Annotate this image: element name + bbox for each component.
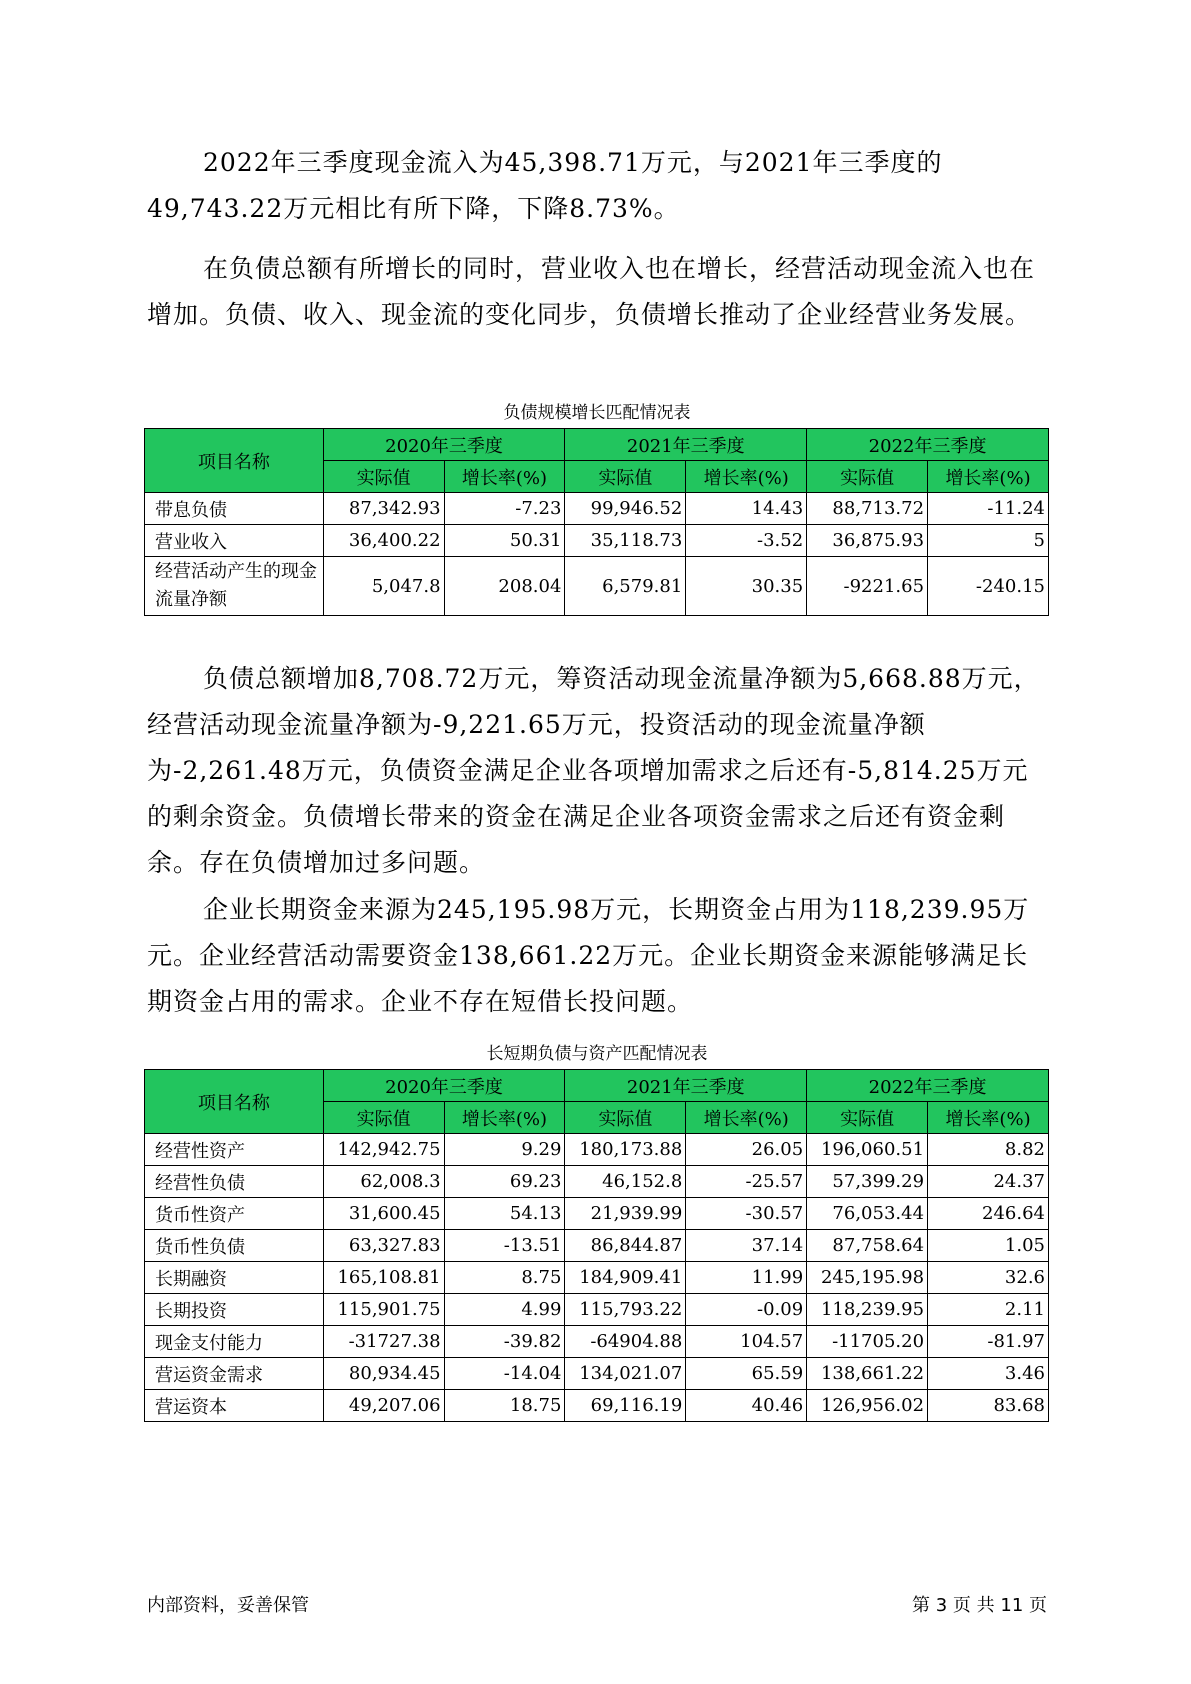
cell-growth-rate: 8.75: [444, 1262, 565, 1294]
cell-actual-value: 115,793.22: [565, 1294, 686, 1326]
table-row: [145, 557, 1049, 616]
header-period-2022: 2022年三季度: [807, 1070, 1049, 1102]
header-growth: 增长率(%): [686, 1102, 807, 1134]
cell-actual-value: -11705.20: [807, 1326, 928, 1358]
table-row: [145, 525, 1049, 557]
cell-actual-value: 99,946.52: [565, 493, 686, 525]
cell-growth-rate: 9.29: [444, 1134, 565, 1166]
header-actual: 实际值: [807, 461, 928, 493]
cell-growth-rate: 2.11: [928, 1294, 1049, 1326]
table-row: [145, 1390, 1049, 1422]
header-period-2022: 2022年三季度: [807, 429, 1049, 461]
cell-actual-value: 126,956.02: [807, 1390, 928, 1422]
cell-growth-rate: 24.37: [928, 1166, 1049, 1198]
header-item-name: 项目名称: [145, 1070, 324, 1134]
cell-actual-value: 245,195.98: [807, 1262, 928, 1294]
cell-actual-value: 115,901.75: [323, 1294, 444, 1326]
table-row: [145, 1198, 1049, 1230]
cell-growth-rate: -13.51: [444, 1230, 565, 1262]
cell-growth-rate: 69.23: [444, 1166, 565, 1198]
cell-actual-value: 36,875.93: [807, 525, 928, 557]
cell-actual-value: -64904.88: [565, 1326, 686, 1358]
table1-body: [145, 493, 1049, 616]
cell-growth-rate: -39.82: [444, 1326, 565, 1358]
cell-growth-rate: -25.57: [686, 1166, 807, 1198]
cell-actual-value: 57,399.29: [807, 1166, 928, 1198]
cell-actual-value: 76,053.44: [807, 1198, 928, 1230]
cell-actual-value: 196,060.51: [807, 1134, 928, 1166]
row-label: 货币性负债: [145, 1230, 324, 1262]
cell-growth-rate: 4.99: [444, 1294, 565, 1326]
header-item-name: 项目名称: [145, 429, 324, 493]
table-row: [145, 1358, 1049, 1390]
cell-growth-rate: 83.68: [928, 1390, 1049, 1422]
cell-growth-rate: 14.43: [686, 493, 807, 525]
cell-actual-value: 63,327.83: [323, 1230, 444, 1262]
cell-actual-value: 87,342.93: [323, 493, 444, 525]
header-period-2020: 2020年三季度: [323, 429, 565, 461]
row-label: 经营性资产: [145, 1134, 324, 1166]
header-period-2020: 2020年三季度: [323, 1070, 565, 1102]
paragraph-debt-growth: 在负债总额有所增长的同时，营业收入也在增长，经营活动现金流入也在增加。负债、收入、现金流的变化同步，负债增长推动了企业经营业务发展。: [147, 254, 1036, 329]
footer-confidential-note: 内部资料，妥善保管: [147, 1595, 309, 1616]
cell-actual-value: 180,173.88: [565, 1134, 686, 1166]
cell-growth-rate: -240.15: [928, 557, 1049, 616]
cell-growth-rate: 50.31: [444, 525, 565, 557]
cell-growth-rate: 5: [928, 525, 1049, 557]
cell-growth-rate: 208.04: [444, 557, 565, 616]
cell-actual-value: 80,934.45: [323, 1358, 444, 1390]
cell-actual-value: 62,008.3: [323, 1166, 444, 1198]
row-label: 经营活动产生的现金流量净额: [145, 557, 324, 616]
row-label: 货币性资产: [145, 1198, 324, 1230]
cell-growth-rate: 40.46: [686, 1390, 807, 1422]
header-period-2021: 2021年三季度: [565, 429, 807, 461]
cell-actual-value: 49,207.06: [323, 1390, 444, 1422]
cell-growth-rate: -11.24: [928, 493, 1049, 525]
header-growth: 增长率(%): [444, 1102, 565, 1134]
cell-growth-rate: -7.23: [444, 493, 565, 525]
cell-growth-rate: 3.46: [928, 1358, 1049, 1390]
paragraph-cash-inflow: 2022年三季度现金流入为45,398.71万元，与2021年三季度的49,743.22万元相比有所下降，下降8.73%。: [147, 148, 943, 223]
cell-actual-value: 88,713.72: [807, 493, 928, 525]
header-growth: 增长率(%): [928, 1102, 1049, 1134]
cell-growth-rate: -14.04: [444, 1358, 565, 1390]
cell-growth-rate: 32.6: [928, 1262, 1049, 1294]
cell-actual-value: 87,758.64: [807, 1230, 928, 1262]
row-label: 带息负债: [145, 493, 324, 525]
cell-growth-rate: 8.82: [928, 1134, 1049, 1166]
cell-growth-rate: 30.35: [686, 557, 807, 616]
long-short-match-table: [144, 1069, 1049, 1422]
cell-actual-value: 36,400.22: [323, 525, 444, 557]
cell-growth-rate: 104.57: [686, 1326, 807, 1358]
paragraph-debt-funding: 负债总额增加8,708.72万元，筹资活动现金流量净额为5,668.88万元，经营活动现金流量净额为-9,221.65万元，投资活动的现金流量净额为-2,261.48万元，负债资金满足企业各项增加需求之后还有-5,814.25万元的剩余资金。负债增长带来的资金在满足企业各项资金需求之后还有资金剩余。存在负债增加过多问题。: [147, 664, 1040, 877]
cell-actual-value: 118,239.95: [807, 1294, 928, 1326]
header-actual: 实际值: [565, 1102, 686, 1134]
table1-caption: 负债规模增长匹配情况表: [503, 403, 691, 423]
header-actual: 实际值: [323, 461, 444, 493]
row-label: 长期融资: [145, 1262, 324, 1294]
table2-caption: 长短期负债与资产匹配情况表: [486, 1044, 708, 1064]
cell-growth-rate: 65.59: [686, 1358, 807, 1390]
table-row: [145, 493, 1049, 525]
header-growth: 增长率(%): [928, 461, 1049, 493]
row-label: 经营性负债: [145, 1166, 324, 1198]
row-label: 现金支付能力: [145, 1326, 324, 1358]
header-period-2021: 2021年三季度: [565, 1070, 807, 1102]
cell-growth-rate: 246.64: [928, 1198, 1049, 1230]
cell-actual-value: -9221.65: [807, 557, 928, 616]
table-row: [145, 1134, 1049, 1166]
table2-body: [145, 1134, 1049, 1422]
cell-actual-value: 142,942.75: [323, 1134, 444, 1166]
cell-growth-rate: 11.99: [686, 1262, 807, 1294]
cell-growth-rate: -81.97: [928, 1326, 1049, 1358]
header-actual: 实际值: [323, 1102, 444, 1134]
cell-actual-value: 86,844.87: [565, 1230, 686, 1262]
row-label: 长期投资: [145, 1294, 324, 1326]
cell-actual-value: 31,600.45: [323, 1198, 444, 1230]
cell-growth-rate: 18.75: [444, 1390, 565, 1422]
header-growth: 增长率(%): [686, 461, 807, 493]
row-label: 营业收入: [145, 525, 324, 557]
cell-actual-value: 35,118.73: [565, 525, 686, 557]
cell-actual-value: 184,909.41: [565, 1262, 686, 1294]
row-label: 营运资金需求: [145, 1358, 324, 1390]
table-row: [145, 1230, 1049, 1262]
cell-actual-value: 134,021.07: [565, 1358, 686, 1390]
row-label: 营运资本: [145, 1390, 324, 1422]
cell-growth-rate: -3.52: [686, 525, 807, 557]
table-row: [145, 1294, 1049, 1326]
cell-growth-rate: 26.05: [686, 1134, 807, 1166]
header-actual: 实际值: [565, 461, 686, 493]
cell-actual-value: 5,047.8: [323, 557, 444, 616]
table-row: [145, 1262, 1049, 1294]
header-actual: 实际值: [807, 1102, 928, 1134]
cell-actual-value: 46,152.8: [565, 1166, 686, 1198]
cell-actual-value: 6,579.81: [565, 557, 686, 616]
footer-page-number: 第 3 页 共 11 页: [912, 1595, 1047, 1616]
cell-growth-rate: 1.05: [928, 1230, 1049, 1262]
debt-growth-table: [144, 428, 1049, 616]
cell-actual-value: -31727.38: [323, 1326, 444, 1358]
cell-actual-value: 69,116.19: [565, 1390, 686, 1422]
cell-growth-rate: 37.14: [686, 1230, 807, 1262]
cell-actual-value: 138,661.22: [807, 1358, 928, 1390]
cell-growth-rate: 54.13: [444, 1198, 565, 1230]
cell-actual-value: 21,939.99: [565, 1198, 686, 1230]
table-row: [145, 1326, 1049, 1358]
header-growth: 增长率(%): [444, 461, 565, 493]
paragraph-long-term-funding: 企业长期资金来源为245,195.98万元，长期资金占用为118,239.95万元。企业经营活动需要资金138,661.22万元。企业长期资金来源能够满足长期资金占用的需求。企业不存在短借长投问题。: [147, 895, 1030, 1016]
cell-growth-rate: -30.57: [686, 1198, 807, 1230]
cell-actual-value: 165,108.81: [323, 1262, 444, 1294]
cell-growth-rate: -0.09: [686, 1294, 807, 1326]
table-row: [145, 1166, 1049, 1198]
